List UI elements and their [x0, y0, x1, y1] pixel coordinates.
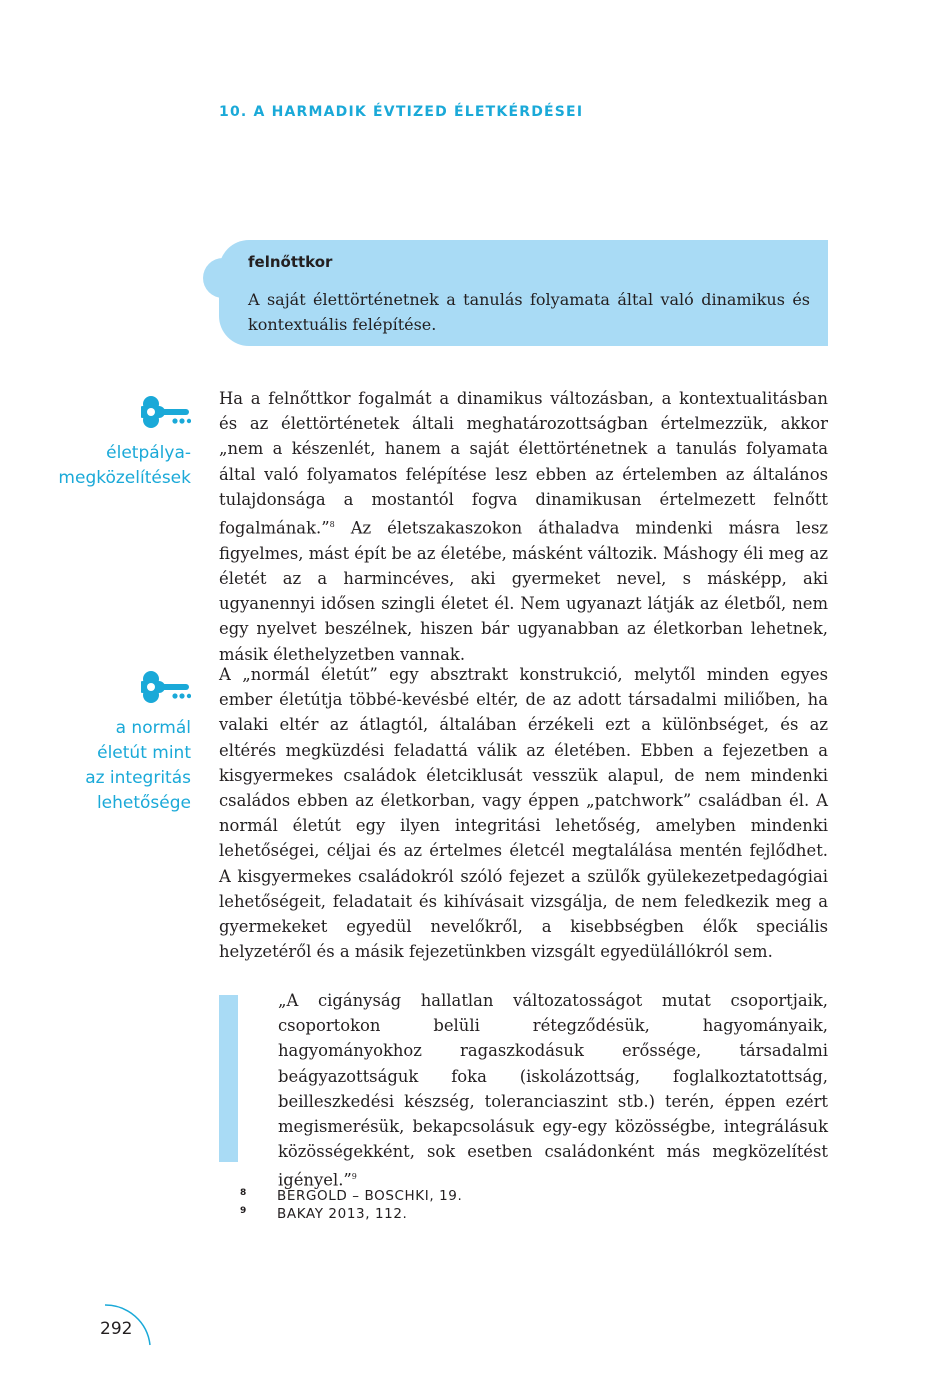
block-quote: [278, 988, 828, 1193]
definition-term: felnőttkor: [248, 253, 333, 271]
footnote-number: 9: [240, 1206, 247, 1216]
paragraph-text-continued: Az életszakaszokon áthaladva mindenki másra lesz figyelmes, mást épít be az életébe, másként változik. Máshogy éli meg az életét az a harmincéves, aki gyermeket nevel, s másképp, aki ugyanennyi idősen szingli életet él. Nem ugyanazt látják az életből, nem egy nyelvet beszélnek, hiszen bár ugyanabban az életkorban lehetnek, másik élethelyzetben vannak.: [219, 518, 828, 664]
body-paragraph-2: [219, 662, 828, 964]
definition-text: A saját élettörténetnek a tanulás folyamata által való dinamikus és kontextuális felépítése.: [248, 290, 810, 334]
page-number: 292: [100, 1319, 133, 1339]
body-paragraph-1: [219, 386, 828, 667]
paragraph-text: Ha a felnőttkor fogalmát a dinamikus változásban, a kontextualitásban és az élettörténetek általi meghatározottságban értelmezzük, akkor „nem a készenlét, hanem a saját élettörténetnek a tanulás folyamata által való folyamatos felépítése lesz ebben az értelemben az általános tulajdonsága a mostantól fogva dinamikusan értelmezett felnőtt fogalmának.”: [219, 389, 828, 538]
quote-text: „A cigányság hallatlan változatosságot mutat csoportjaik, csoportokon belüli rétegződésük, hagyományaik, hagyományokhoz ragaszkodásuk erőssége, társadalmi beágyazottságuk foka (iskolázottság, foglalkoztatottság, beilleszkedési készség, toleranciaszint stb.) terén, éppen ezért megismerésük, bekapcsolásuk egy-egy közösségbe, integrálásuk közösségekként, sok esetben családonként más megközelítést igényel.”: [278, 991, 828, 1190]
footnote: [240, 1206, 462, 1224]
running-header: 10. A HARMADIK ÉVTIZED ÉLETKÉRDÉSEI: [219, 104, 584, 120]
paragraph-text: A „normál életút” egy absztrakt konstrukció, melytől minden egyes ember életútja többé-kevésbé eltér, de az adott társadalmi miliőben, ha valaki eltér az átlagtól, általában érzékeli ezt a különbséget, és az eltérés megküzdési feladattá válik az életében. Ebben a fejezetben a kisgyermekes családok életciklusát vesszük alapul, de nem mindenki családos ebben az életkorban, vagy éppen „patchwork” családban él. A normál életút egy ilyen integritási lehetőség, amelyben mindenki lehetőségei, céljai és az értelmes életcél megtalálása mentén fejlődhet. A kisgyermekes családokról szóló fejezet a szülők gyülekezetpedagógiai lehetőségeit, feladatait és kihívásait vizsgálja, de nem feledkezik meg a gyermekeket egyedül nevelőkről, a kisebbségben élők speciális helyzetéről és a másik fejezetünkben vizsgált egyedülállókról sem.: [219, 665, 828, 962]
footnote-text: BAKAY 2013, 112.: [277, 1206, 408, 1222]
footnote: [240, 1188, 462, 1206]
footnotes: [240, 1188, 462, 1224]
margin-note-normal-lifepath: [85, 716, 191, 816]
key-icon: [141, 669, 191, 705]
quote-bar: [219, 995, 238, 1162]
margin-note-label: életpálya- megközelítések: [58, 443, 191, 488]
footnote-ref: 9: [351, 1172, 357, 1182]
margin-note-career: [58, 441, 191, 491]
footnote-ref: 8: [329, 520, 335, 530]
footnote-text: BERGOLD – BOSCHKI, 19.: [277, 1188, 463, 1204]
margin-note-label: a normál életút mint az integritás lehetősége: [85, 718, 191, 813]
key-icon: [141, 394, 191, 430]
footnote-number: 8: [240, 1188, 247, 1198]
